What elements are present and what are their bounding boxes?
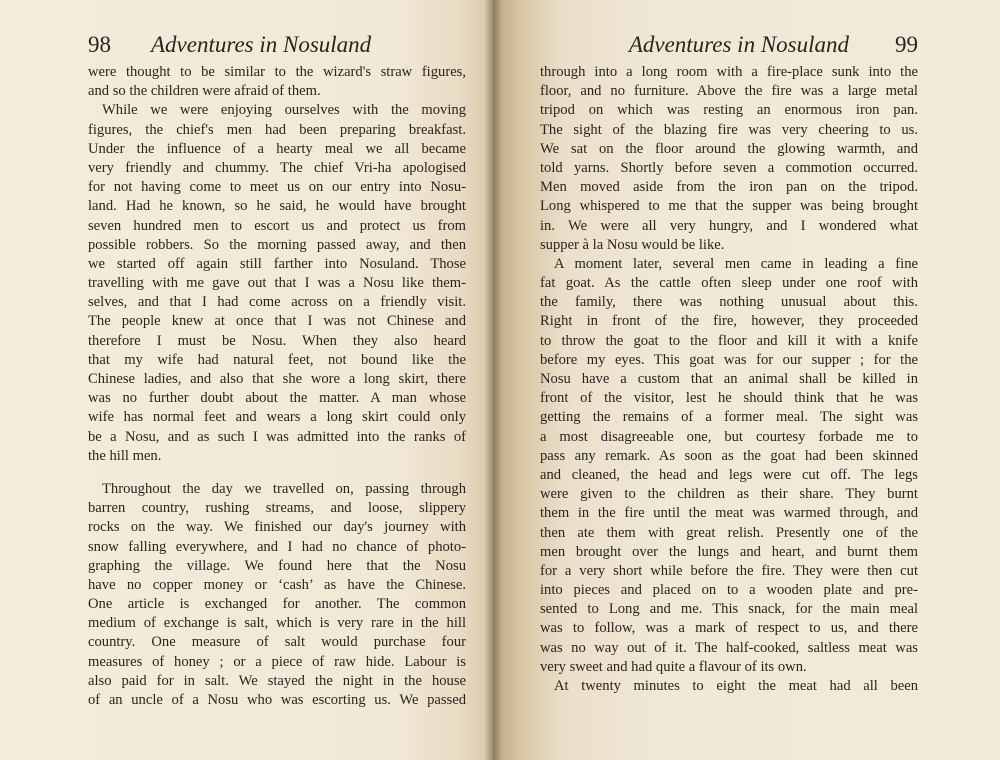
text-line: rocks on the way. We finished our day's journey with: [88, 519, 466, 536]
paragraph: [88, 101, 466, 466]
left-running-title: Adventures in Nosuland: [151, 32, 372, 57]
text-line: seven hundred men to escort us and protect us from: [88, 217, 466, 234]
text-line: for a very short while before the fire. They were then cut: [540, 562, 918, 579]
paragraph: [540, 255, 918, 677]
text-line: The sight of the blazing fire was very cheering to us.: [540, 121, 918, 138]
right-page: [493, 0, 1000, 760]
text-line: was to follow, was a mark of respect to us, and there: [540, 620, 918, 637]
text-line: was no further doubt about the matter. A man whose: [88, 390, 466, 407]
text-line: into pieces and placed on to a wooden plate and pre-: [540, 582, 918, 599]
text-line: told yarns. Shortly before seven a commotion occurred.: [540, 159, 918, 176]
text-line: Throughout the day we travelled on, passing through: [102, 480, 466, 497]
text-line: land. Had he known, so he said, he would have brought: [88, 198, 466, 215]
paragraph-gap: [88, 466, 466, 480]
text-line: of an uncle of a Nosu who was escorting us. We passed: [88, 692, 466, 708]
text-line: Right in front of the fire, however, they proceeded: [540, 313, 918, 330]
text-line: graphing the village. We found here that the Nosu: [88, 557, 466, 574]
text-line: that my wife had natural feet, not bound like the: [88, 351, 466, 368]
text-line: the hill men.: [88, 447, 162, 464]
paragraph: [540, 63, 918, 255]
text-line: very friendly and chummy. The chief Vri-ha apologised: [88, 159, 466, 176]
text-line: medium of exchange is salt, which is very rare in the hill: [88, 615, 466, 632]
paragraph: [88, 63, 466, 101]
right-running-title: Adventures in Nosuland: [628, 32, 849, 57]
text-line: Long whispered to me that the supper was being brought: [540, 198, 918, 215]
text-line: and so the children were afraid of them.: [88, 83, 321, 100]
text-line: measures of honey ; or a piece of raw hide. Labour is: [88, 653, 466, 670]
text-line: be a Nosu, and as such I was admitted into the ranks of: [88, 428, 466, 445]
left-page-number: 98: [88, 32, 111, 57]
text-line: the family, there was nothing unusual about this.: [540, 294, 918, 311]
text-line: tripod on which was resting an enormous iron pan.: [540, 102, 918, 119]
text-line: travelling with me gave out that I was a Nosu like them-: [88, 275, 466, 292]
paragraph: [540, 677, 918, 696]
text-line: One article is exchanged for another. The common: [88, 596, 466, 613]
text-line: we started off again still farther into Nosuland. Those: [88, 255, 466, 272]
left-running-head: [88, 30, 468, 60]
text-line: We sat on the floor around the glowing warmth, and: [540, 140, 918, 157]
left-page: [0, 0, 493, 760]
text-line: men brought over the lungs and heart, and burnt them: [540, 543, 918, 560]
text-line: was no way out of it. The half-cooked, saltless meat was: [540, 639, 918, 656]
text-line: fat goat. As the cattle often sleep under one roof with: [540, 275, 918, 292]
text-line: selves, and that I had come across on a friendly visit.: [88, 294, 466, 311]
text-line: pass any remark. As soon as the goat had been skinned: [540, 447, 918, 464]
text-line: sented to Long and me. This snack, for the main meal: [540, 601, 918, 618]
text-line: through into a long room with a fire-place sunk into the: [540, 64, 918, 80]
text-line: Men moved aside from the iron pan on the tripod.: [540, 179, 918, 196]
book-gutter: [484, 0, 502, 760]
text-line: While we were enjoying ourselves with the moving: [102, 102, 466, 119]
text-line: then ate them with great relish. Presently one of the: [540, 524, 918, 541]
text-line: wife has normal feet and wears a long skirt could only: [88, 409, 466, 426]
text-line: therefore I must be Nosu. When they also heard: [88, 332, 466, 349]
text-line: front of the visitor, lest he should think that he was: [540, 390, 918, 407]
text-line: and cleaned, the head and legs were cut off. The legs: [540, 466, 918, 483]
text-line: Chinese ladies, and also that she wore a long skirt, there: [88, 371, 466, 387]
text-line: a most disagreeable one, but courtesy forbade me to: [540, 428, 918, 445]
text-line: floor, and no furniture. Above the fire was a large metal: [540, 83, 918, 100]
text-line: possible robbers. So the morning passed away, and then: [88, 236, 466, 253]
text-line: barren country, rushing streams, and loose, slippery: [88, 500, 466, 517]
text-line: snow falling everywhere, and I had no chance of photo-: [88, 538, 466, 555]
text-line: before my eyes. This goat was for our supper ; for the: [540, 351, 918, 368]
text-line: to throw the goat to the floor and kill it with a knife: [540, 332, 918, 349]
text-line: country. One measure of salt would purchase four: [88, 634, 466, 651]
left-page-body: [88, 63, 466, 710]
text-line: getting the remains of a former meal. The sight was: [540, 409, 918, 426]
right-running-head: [528, 30, 918, 60]
text-line: supper à la Nosu would be like.: [540, 236, 725, 253]
text-line: in. We were all very hungry, and I wondered what: [540, 217, 918, 234]
text-line: The people knew at once that I was not Chinese and: [88, 313, 466, 330]
text-line: A moment later, several men came in leading a fine: [554, 255, 918, 272]
text-line: Nosu have a custom that an animal shall be killed in: [540, 371, 918, 387]
text-line: very sweet and had quite a flavour of its own.: [540, 658, 807, 675]
text-line: At twenty minutes to eight the meat had all been: [554, 678, 918, 694]
right-page-body: [540, 63, 918, 696]
text-line: have no copper money or ‘cash’ as have the Chinese.: [88, 576, 466, 593]
text-line: them in the fire until the meat was warmed through, and: [540, 505, 918, 522]
right-page-number: 99: [895, 32, 918, 57]
text-line: figures, the chief's men had been preparing breakfast.: [88, 121, 466, 138]
text-line: Under the influence of a hearty meal we all became: [88, 140, 466, 157]
paragraph: [88, 480, 466, 710]
text-line: were thought to be similar to the wizard's straw figures,: [88, 64, 466, 80]
text-line: also paid for in salt. We stayed the night in the house: [88, 672, 466, 689]
text-line: were given to the children as their share. They burnt: [540, 486, 918, 503]
text-line: for not having come to meet us on our entry into Nosu-: [88, 179, 466, 196]
